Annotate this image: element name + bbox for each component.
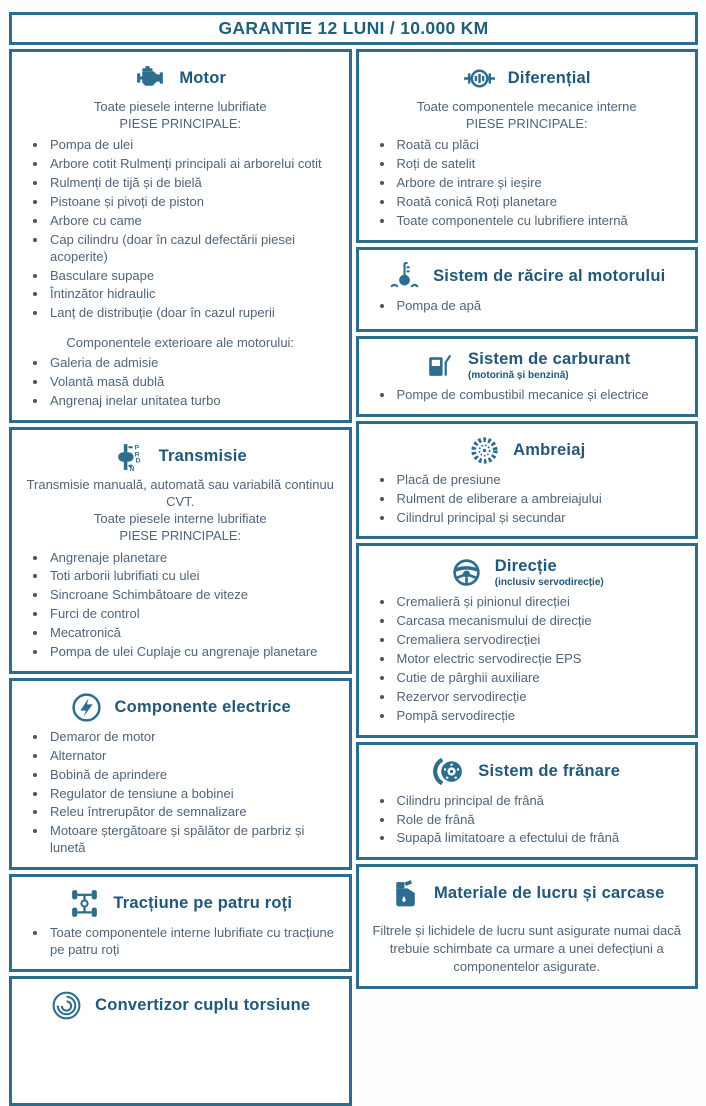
- section-title: Direcție: [494, 557, 557, 576]
- section-materiale: [356, 864, 699, 989]
- bullet-item: • Arbore cotit Rulmenți principali ai arborelui cotit: [48, 156, 340, 173]
- section-title: Diferențial: [507, 69, 591, 87]
- bullet-item: • Volantă masă dublă: [48, 374, 340, 391]
- bullet-item: • Galeria de admisie: [48, 355, 340, 372]
- section-subheading: Componentele exterioare ale motorului:: [66, 335, 295, 351]
- columns-wrap: [9, 49, 698, 1106]
- section-bullet-list: [368, 387, 687, 404]
- bullet-item: • Angrenaje planetare: [48, 550, 340, 567]
- bullet-item: • Pompa de apă: [395, 298, 687, 315]
- section-directie: [356, 543, 699, 737]
- bullet-item: • Cremalieră și pinionul direcției: [395, 594, 687, 611]
- section-title: Transmisie: [158, 446, 247, 465]
- section-header: [368, 434, 687, 467]
- section-title: Motor: [179, 69, 227, 87]
- bullet-item: • Bobină de aprindere: [48, 767, 340, 784]
- bullet-item: • Carcasa mecanismului de direcție: [395, 613, 687, 630]
- section-title: Materiale de lucru și carcase: [433, 884, 665, 903]
- intro-line: Toate piesele interne lubrifiate: [93, 99, 267, 114]
- section-bullet-list: [368, 793, 687, 848]
- bullet-item: • Placă de presiune: [395, 472, 687, 489]
- section-bullet-list: [21, 550, 340, 661]
- section-intro: [21, 98, 340, 132]
- steering-wheel-icon: [450, 556, 483, 589]
- bullet-item: • Cutie de pârghii auxiliare: [395, 670, 687, 687]
- section-title: Convertizor cuplu torsiune: [95, 995, 311, 1014]
- bullet-item: • Supapă limitatoare a efectului de frână: [395, 830, 687, 847]
- section-header: [21, 62, 340, 95]
- section-bullet-list: [21, 925, 340, 959]
- document-header: [9, 12, 698, 45]
- bullet-item: • Rulmenți de tijă și de bielă: [48, 175, 340, 192]
- section-intro: [21, 476, 340, 545]
- bullet-item: • Cilindrul principal și secundar: [395, 510, 687, 527]
- bullet-item: • Rezervor servodirecție: [395, 689, 687, 706]
- section-diferential: [356, 49, 699, 243]
- bullet-item: • Roată cu plăci: [395, 137, 687, 154]
- intro-line: PIESE PRINCIPALE:: [119, 116, 242, 132]
- intro-line: Transmisie manuală, automată sau variabilă continuu CVT.: [26, 476, 334, 510]
- section-title: Tracțiune pe patru roți: [113, 894, 293, 913]
- bullet-item: • Demaror de motor: [48, 729, 340, 746]
- section-subtitle: (motorină și benzină): [468, 369, 569, 381]
- bullet-item: • Motor electric servodirecție EPS: [395, 651, 687, 668]
- fuel-pump-icon: [423, 349, 456, 382]
- section-electrice: [9, 678, 352, 870]
- brake-disc-icon: [433, 755, 466, 788]
- svg-text:P: P: [134, 444, 139, 452]
- bullet-item: • Basculare supape: [48, 268, 340, 285]
- section-header: [21, 440, 340, 473]
- section-ambreiaj: [356, 421, 699, 540]
- section-transmisie: [9, 427, 352, 674]
- bullet-item: • Regulator de tensiune a bobinei: [48, 786, 340, 803]
- section-header: [21, 887, 340, 920]
- section-title: Ambreiaj: [513, 440, 586, 459]
- left-column: [9, 49, 352, 1106]
- section-title: Sistem de răcire al motorului: [433, 266, 666, 285]
- section-bullet-list: [368, 472, 687, 527]
- four-wheel-drive-icon: [68, 887, 101, 920]
- bullet-item: • Motoare ștergătoare și spălător de parbriz și lunetă: [48, 823, 340, 857]
- bullet-item: • Toate componentele interne lubrifiate cu tracțiune pe patru roți: [48, 925, 340, 959]
- section-bullet-list: [368, 298, 687, 315]
- section-header: [21, 989, 340, 1022]
- section-franare: [356, 742, 699, 861]
- bullet-item: • Releu întrerupător de semnalizare: [48, 804, 340, 821]
- right-column: [356, 49, 699, 989]
- bullet-item: • Cilindru principal de frână: [395, 793, 687, 810]
- intro-line: PIESE PRINCIPALE:: [119, 528, 242, 544]
- bullet-item: • Pompe de combustibil mecanice și electrice: [395, 387, 687, 404]
- section-intro: [368, 98, 687, 132]
- intro-line: PIESE PRINCIPALE:: [465, 116, 588, 132]
- bullet-item: • Pompa de ulei: [48, 137, 340, 154]
- section-convertizor: [9, 976, 352, 1106]
- section-carburant: [356, 336, 699, 417]
- bullet-item: • Angrenaj inelar unitatea turbo: [48, 393, 340, 410]
- bullet-item: • Rulment de eliberare a ambreiajului: [395, 491, 687, 508]
- bullet-item: • Roată conică Roți planetare: [395, 194, 687, 211]
- svg-text:D: D: [135, 457, 141, 465]
- svg-text:N: N: [129, 465, 134, 473]
- svg-text:R: R: [134, 451, 140, 459]
- bullet-item: • Alternator: [48, 748, 340, 765]
- bullet-item: • Toti arborii lubrifiati cu ulei: [48, 568, 340, 585]
- bullet-item: • Pompa de ulei Cuplaje cu angrenaje planetare: [48, 644, 340, 661]
- torque-converter-icon: [50, 989, 83, 1022]
- section-header: [368, 260, 687, 293]
- bullet-item: • Sincroane Schimbătoare de viteze: [48, 587, 340, 604]
- bullet-item: • Mecatronică: [48, 625, 340, 642]
- engine-icon: [134, 62, 167, 95]
- bullet-item: • Lanț de distribuție (doar în cazul ruperii: [48, 305, 340, 322]
- section-bullet-list: [368, 594, 687, 724]
- bullet-item: • Întinzător hidraulic: [48, 286, 340, 303]
- lightning-icon: [70, 691, 103, 724]
- section-header: [21, 691, 340, 724]
- section-header: [368, 62, 687, 95]
- intro-line: Toate componentele mecanice interne: [416, 99, 637, 114]
- section-bullet-list: [21, 729, 340, 857]
- section-note: Filtrele și lichidele de lucru sunt asigurate numai dacă trebuie schimbate ca urmare a unei defecțiuni a componentelor asigurate.: [372, 923, 682, 975]
- bullet-item: • Pompă servodirecție: [395, 708, 687, 725]
- section-bullet-list-secondary: [21, 355, 340, 410]
- section-racire: [356, 247, 699, 332]
- bullet-item: • Arbore de intrare și ieșire: [395, 175, 687, 192]
- section-header: [368, 877, 687, 910]
- differential-icon: [463, 62, 496, 95]
- bullet-item: • Cap cilindru (doar în cazul defectării piesei acoperite): [48, 232, 340, 266]
- bullet-item: • Roți de satelit: [395, 156, 687, 173]
- bullet-item: • Furci de control: [48, 606, 340, 623]
- bullet-item: • Role de frână: [395, 812, 687, 829]
- document-title: GARANTIE 12 LUNI / 10.000 KM: [218, 18, 489, 38]
- section-title: Sistem de frănare: [478, 761, 621, 780]
- section-subtitle: (inclusiv servodirecție): [494, 577, 604, 589]
- section-bullet-list: [368, 137, 687, 229]
- oil-can-icon: [389, 877, 422, 910]
- gearshift-icon: [114, 440, 147, 473]
- section-tractiune: [9, 874, 352, 972]
- bullet-item: • Arbore cu came: [48, 213, 340, 230]
- section-title: Componente electrice: [114, 697, 291, 716]
- section-header: [368, 556, 687, 589]
- section-motor: [9, 49, 352, 423]
- section-header: [368, 349, 687, 382]
- thermometer-icon: [388, 260, 421, 293]
- section-header: [368, 755, 687, 788]
- bullet-item: • Pistoane și pivoți de piston: [48, 194, 340, 211]
- section-title: Sistem de carburant: [468, 349, 631, 368]
- section-bullet-list: [21, 137, 340, 322]
- bullet-item: • Cremaliera servodirecției: [395, 632, 687, 649]
- clutch-disc-icon: [468, 434, 501, 467]
- intro-line: Toate piesele interne lubrifiate: [93, 511, 267, 527]
- bullet-item: • Toate componentele cu lubrifiere internă: [395, 213, 687, 230]
